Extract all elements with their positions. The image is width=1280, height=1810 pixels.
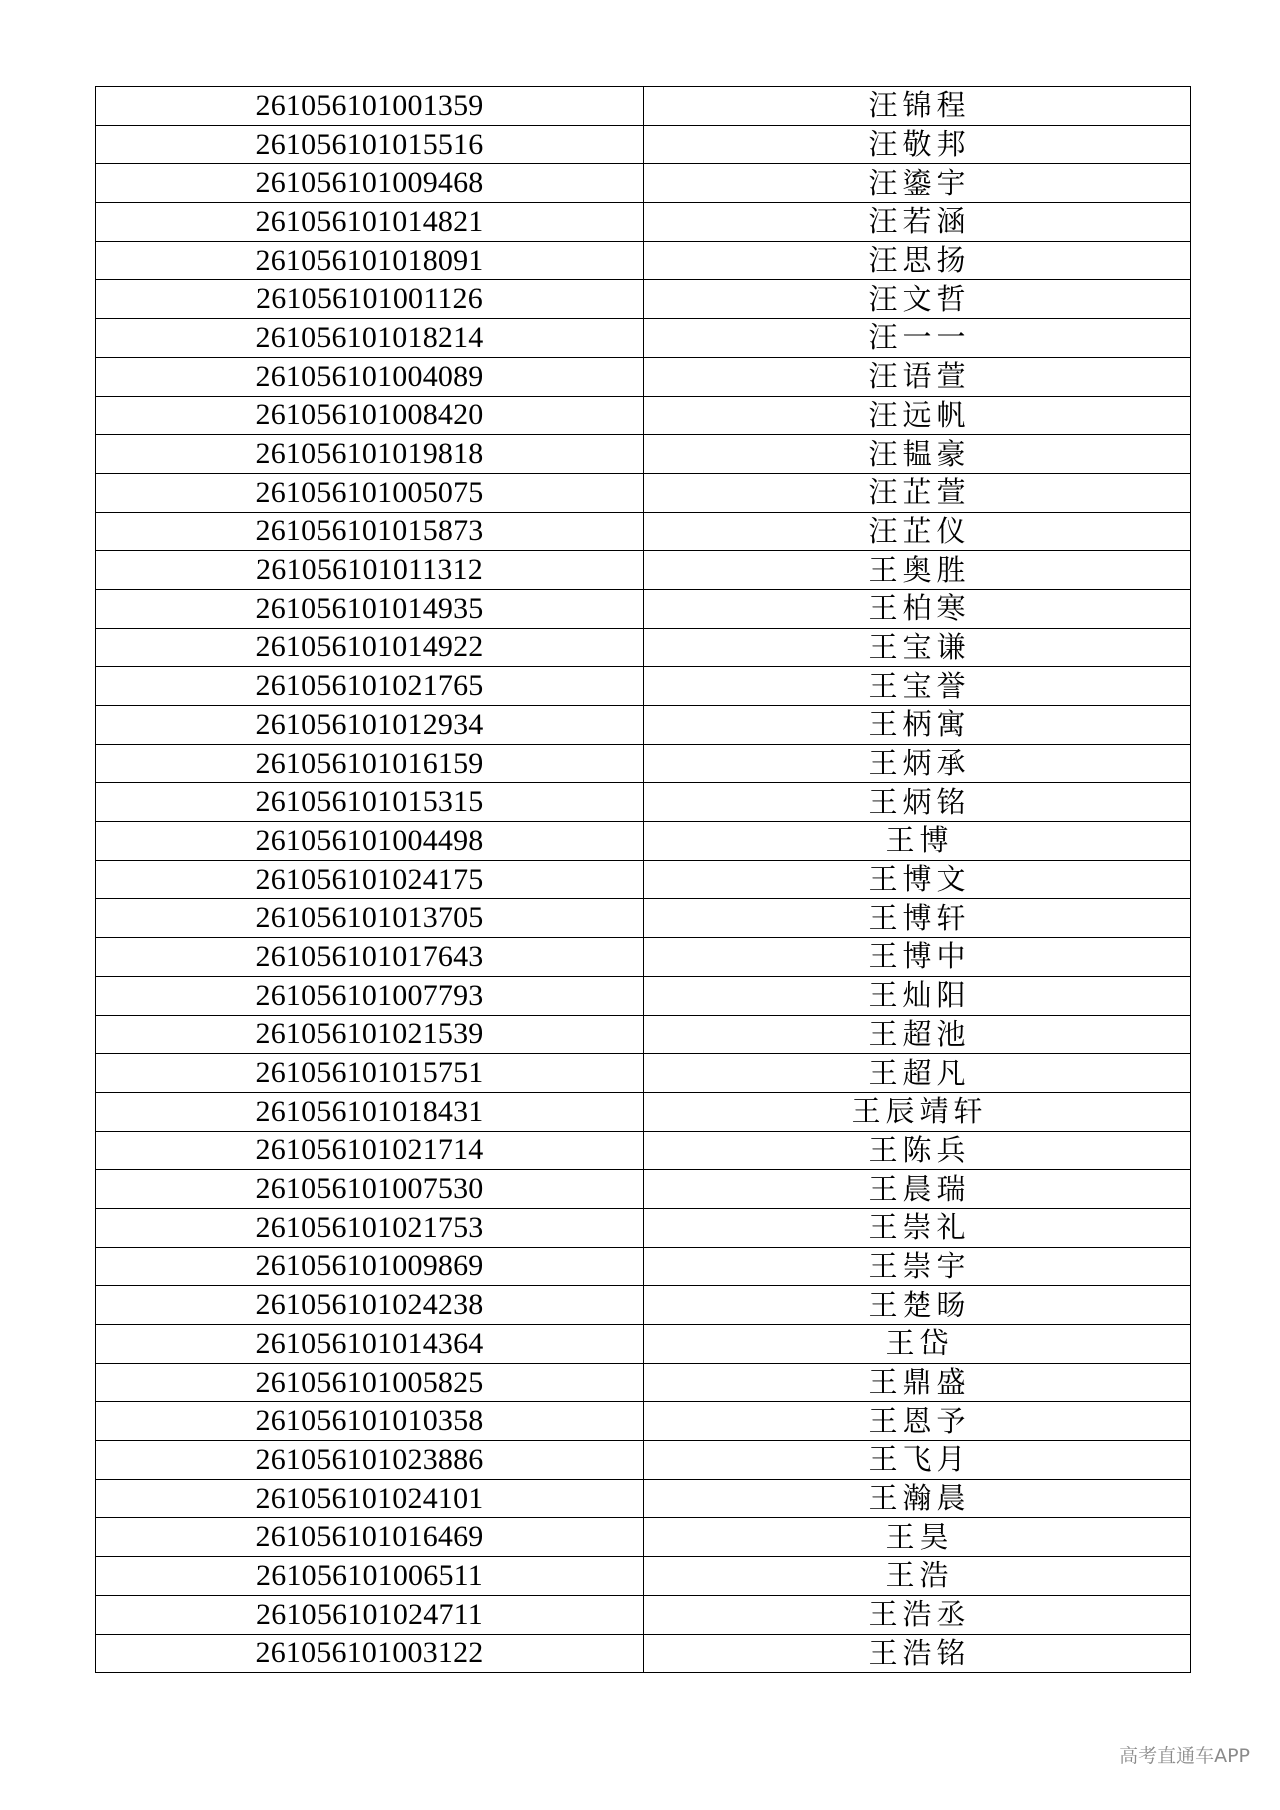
table-row	[96, 744, 1191, 783]
table-row	[96, 860, 1191, 899]
candidate-name-cell: 王博中	[644, 938, 1191, 977]
candidate-name-cell: 王博	[644, 822, 1191, 861]
table-row	[96, 203, 1191, 242]
candidate-id-cell: 261056101006511	[96, 1557, 644, 1596]
candidate-id-cell: 261056101001126	[96, 280, 644, 319]
candidate-id-cell: 261056101014364	[96, 1325, 644, 1364]
candidate-name-cell: 汪韫豪	[644, 435, 1191, 474]
candidate-id-cell: 261056101009468	[96, 164, 644, 203]
table-row	[96, 1518, 1191, 1557]
candidate-name-cell: 王岱	[644, 1325, 1191, 1364]
candidate-name-cell: 汪芷仪	[644, 512, 1191, 551]
candidate-name-cell: 汪鎏宇	[644, 164, 1191, 203]
table-row	[96, 87, 1191, 126]
candidate-name-cell: 王炳铭	[644, 783, 1191, 822]
candidate-id-cell: 261056101011312	[96, 551, 644, 590]
table-row	[96, 1286, 1191, 1325]
candidate-id-cell: 261056101024101	[96, 1479, 644, 1518]
candidate-id-cell: 261056101001359	[96, 87, 644, 126]
table-row	[96, 1208, 1191, 1247]
candidate-name-cell: 王鼎盛	[644, 1363, 1191, 1402]
candidate-name-cell: 王超凡	[644, 1054, 1191, 1093]
candidate-id-cell: 261056101004498	[96, 822, 644, 861]
candidate-name-cell: 汪锦程	[644, 87, 1191, 126]
candidate-id-cell: 261056101024711	[96, 1595, 644, 1634]
candidate-id-cell: 261056101014935	[96, 589, 644, 628]
table-row	[96, 706, 1191, 745]
candidate-id-cell: 261056101014922	[96, 628, 644, 667]
candidate-name-cell: 王炳承	[644, 744, 1191, 783]
candidate-name-cell: 汪文哲	[644, 280, 1191, 319]
candidate-id-cell: 261056101018091	[96, 241, 644, 280]
table-row	[96, 976, 1191, 1015]
table-row	[96, 1092, 1191, 1131]
candidate-id-cell: 261056101017643	[96, 938, 644, 977]
candidate-id-cell: 261056101023886	[96, 1441, 644, 1480]
candidate-id-cell: 261056101018214	[96, 319, 644, 358]
candidate-name-cell: 王晨瑞	[644, 1170, 1191, 1209]
table-row	[96, 628, 1191, 667]
candidate-id-cell: 261056101015516	[96, 125, 644, 164]
candidate-name-cell: 汪芷萱	[644, 473, 1191, 512]
candidate-id-cell: 261056101019818	[96, 435, 644, 474]
table-row	[96, 1170, 1191, 1209]
roster-table	[95, 86, 1191, 1673]
candidate-id-cell: 261056101021714	[96, 1131, 644, 1170]
table-row	[96, 1402, 1191, 1441]
table-row	[96, 1595, 1191, 1634]
table-row	[96, 125, 1191, 164]
table-row	[96, 1441, 1191, 1480]
table-row	[96, 1479, 1191, 1518]
candidate-name-cell: 汪语萱	[644, 357, 1191, 396]
table-row	[96, 1557, 1191, 1596]
table-row	[96, 1247, 1191, 1286]
candidate-name-cell: 汪一一	[644, 319, 1191, 358]
table-row	[96, 435, 1191, 474]
candidate-id-cell: 261056101012934	[96, 706, 644, 745]
candidate-id-cell: 261056101021753	[96, 1208, 644, 1247]
candidate-id-cell: 261056101004089	[96, 357, 644, 396]
table-row	[96, 1054, 1191, 1093]
candidate-id-cell: 261056101013705	[96, 899, 644, 938]
candidate-id-cell: 261056101010358	[96, 1402, 644, 1441]
candidate-id-cell: 261056101016469	[96, 1518, 644, 1557]
candidate-id-cell: 261056101003122	[96, 1634, 644, 1673]
candidate-name-cell: 王超池	[644, 1015, 1191, 1054]
table-row	[96, 241, 1191, 280]
candidate-name-cell: 王飞月	[644, 1441, 1191, 1480]
candidate-name-cell: 王恩予	[644, 1402, 1191, 1441]
table-row	[96, 357, 1191, 396]
candidate-name-cell: 王奥胜	[644, 551, 1191, 590]
candidate-name-cell: 王辰靖轩	[644, 1092, 1191, 1131]
table-row	[96, 1015, 1191, 1054]
candidate-id-cell: 261056101007530	[96, 1170, 644, 1209]
table-row	[96, 473, 1191, 512]
table-row	[96, 589, 1191, 628]
table-row	[96, 822, 1191, 861]
table-row	[96, 396, 1191, 435]
candidate-id-cell: 261056101005825	[96, 1363, 644, 1402]
table-row	[96, 1363, 1191, 1402]
candidate-id-cell: 261056101021539	[96, 1015, 644, 1054]
candidate-name-cell: 汪思扬	[644, 241, 1191, 280]
table-row	[96, 280, 1191, 319]
candidate-name-cell: 王楚旸	[644, 1286, 1191, 1325]
table-row	[96, 667, 1191, 706]
candidate-name-cell: 王崇宇	[644, 1247, 1191, 1286]
candidate-name-cell: 王崇礼	[644, 1208, 1191, 1247]
table-row	[96, 319, 1191, 358]
candidate-name-cell: 王浩铭	[644, 1634, 1191, 1673]
candidate-id-cell: 261056101014821	[96, 203, 644, 242]
table-row	[96, 512, 1191, 551]
table-row	[96, 899, 1191, 938]
candidate-name-cell: 王昊	[644, 1518, 1191, 1557]
table-row	[96, 783, 1191, 822]
app-watermark: 高考直通车APP	[1119, 1745, 1250, 1767]
candidate-name-cell: 王柄寓	[644, 706, 1191, 745]
candidate-id-cell: 261056101021765	[96, 667, 644, 706]
candidate-id-cell: 261056101007793	[96, 976, 644, 1015]
candidate-id-cell: 261056101018431	[96, 1092, 644, 1131]
candidate-id-cell: 261056101015873	[96, 512, 644, 551]
candidate-id-cell: 261056101016159	[96, 744, 644, 783]
table-row	[96, 1131, 1191, 1170]
candidate-name-cell: 王陈兵	[644, 1131, 1191, 1170]
table-row	[96, 1325, 1191, 1364]
candidate-name-cell: 王柏寒	[644, 589, 1191, 628]
candidate-name-cell: 王博文	[644, 860, 1191, 899]
candidate-name-cell: 王灿阳	[644, 976, 1191, 1015]
candidate-id-cell: 261056101015315	[96, 783, 644, 822]
candidate-id-cell: 261056101009869	[96, 1247, 644, 1286]
candidate-name-cell: 王宝谦	[644, 628, 1191, 667]
candidate-name-cell: 汪远帆	[644, 396, 1191, 435]
roster-table-body	[96, 87, 1191, 1673]
table-row	[96, 551, 1191, 590]
table-row	[96, 938, 1191, 977]
candidate-id-cell: 261056101005075	[96, 473, 644, 512]
candidate-name-cell: 王瀚晨	[644, 1479, 1191, 1518]
candidate-name-cell: 王浩	[644, 1557, 1191, 1596]
candidate-name-cell: 王博轩	[644, 899, 1191, 938]
candidate-name-cell: 王浩丞	[644, 1595, 1191, 1634]
candidate-id-cell: 261056101015751	[96, 1054, 644, 1093]
candidate-name-cell: 汪敬邦	[644, 125, 1191, 164]
candidate-id-cell: 261056101008420	[96, 396, 644, 435]
table-row	[96, 164, 1191, 203]
candidate-id-cell: 261056101024175	[96, 860, 644, 899]
candidate-id-cell: 261056101024238	[96, 1286, 644, 1325]
table-row	[96, 1634, 1191, 1673]
candidate-name-cell: 汪若涵	[644, 203, 1191, 242]
candidate-name-cell: 王宝誉	[644, 667, 1191, 706]
